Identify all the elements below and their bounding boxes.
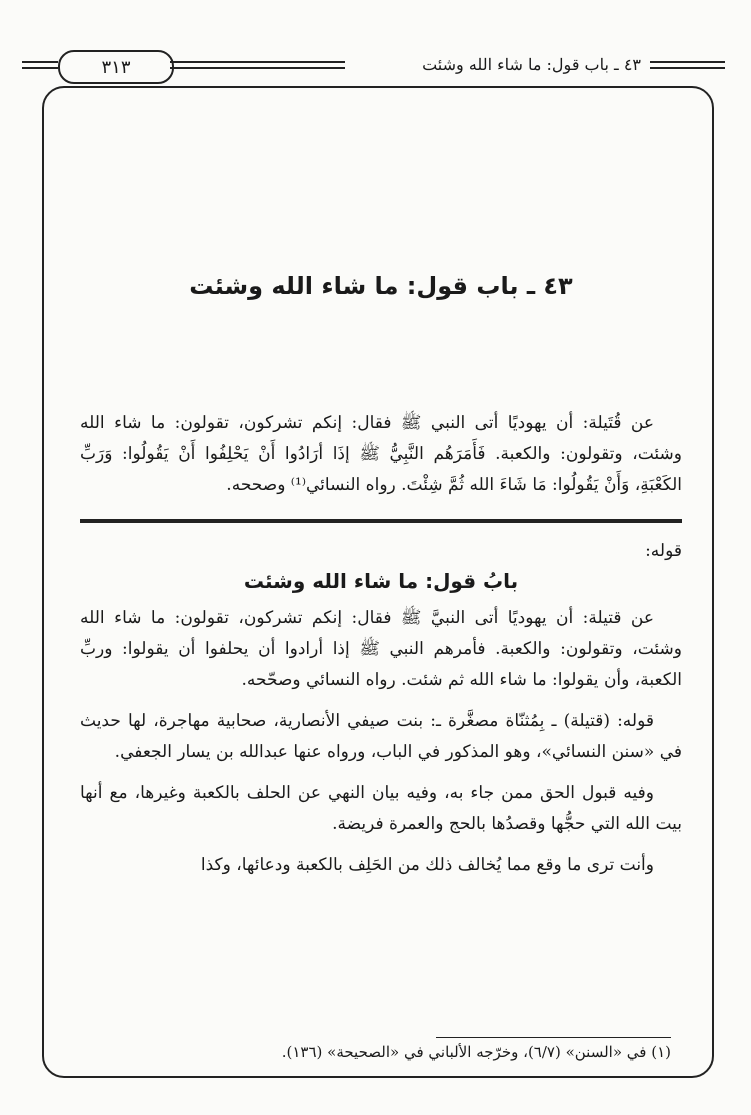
hadith-text: عن قُتَيلة: أن يهوديًا أتى النبي ﷺ فقال: إنكم تشركون، تقولون: ما شاء الله وشئت، وتقولون: والكعبة. فَأَمَرَهُم النَّبِيُّ ﷺ إذَا أرَادُوا أَنْ يَحْلِفُوا أَنْ يَقُولُوا: وَرَبِّ الكَعْبَةِ، وَأَنْ يَقُولُوا: مَا شَاءَ الله ثُمَّ شِئْتَ. رواه النسائي⁽¹⁾ وصححه. [80, 413, 682, 495]
header-rule-right [650, 61, 725, 63]
page-content [80, 100, 682, 891]
chapter-title: ٤٣ ـ باب قول: ما شاء الله وشئت [189, 272, 573, 300]
commentary-paragraph: قوله: (قتيلة) ـ بِمُثنّاة مصغَّرة ـ: بنت صيفي الأنصارية، صحابية مهاجرة، لها حديث في «سنن النسائي»، وهو المذكور في الباب، ورواه عنها عبدالله بن يسار الجعفي. [80, 711, 682, 762]
commentary-paragraph: وفيه قبول الحق ممن جاء به، وفيه بيان النهي عن الحلف بالكعبة وغيرها، مع أنها بيت الله التي حجُّها وقصدُها بالحج والعمرة فريضة. [80, 783, 682, 834]
footnote: (١) في «السنن» (٦/٧)، وخرّجه الألباني في «الصحيحة» (١٣٦). [281, 1043, 671, 1061]
page-header [0, 0, 751, 90]
qawluh-label: قوله: [645, 541, 682, 561]
commentary-subtitle: بابُ قول: ما شاء الله وشئت [243, 569, 519, 593]
header-rule-right [650, 67, 725, 69]
page-number: ٣١٣ [58, 50, 174, 84]
header-rule-middle [170, 67, 345, 69]
running-title: ٤٣ ـ باب قول: ما شاء الله وشئت [422, 55, 641, 74]
header-rule-left [22, 67, 58, 69]
commentary-paragraph: وأنت ترى ما وقع مما يُخالف ذلك من الحَلِف بالكعبة ودعائها، وكذا [200, 855, 654, 875]
header-rule-left [22, 61, 58, 63]
commentary-paragraph: عن قتيلة: أن يهوديًا أتى النبيَّ ﷺ فقال: إنكم تشركون، تقولون: ما شاء الله وشئت، وتقولون: والكعبة. فأمرهم النبي ﷺ إذا أرادوا أن يحلفوا أن يقولوا: وربِّ الكعبة، وأن يقولوا: ما شاء الله ثم شئت. رواه النسائي وصحّحه. [80, 608, 682, 690]
section-divider [80, 519, 682, 523]
footnote-rule [436, 1037, 671, 1038]
header-rule-middle [170, 61, 345, 63]
